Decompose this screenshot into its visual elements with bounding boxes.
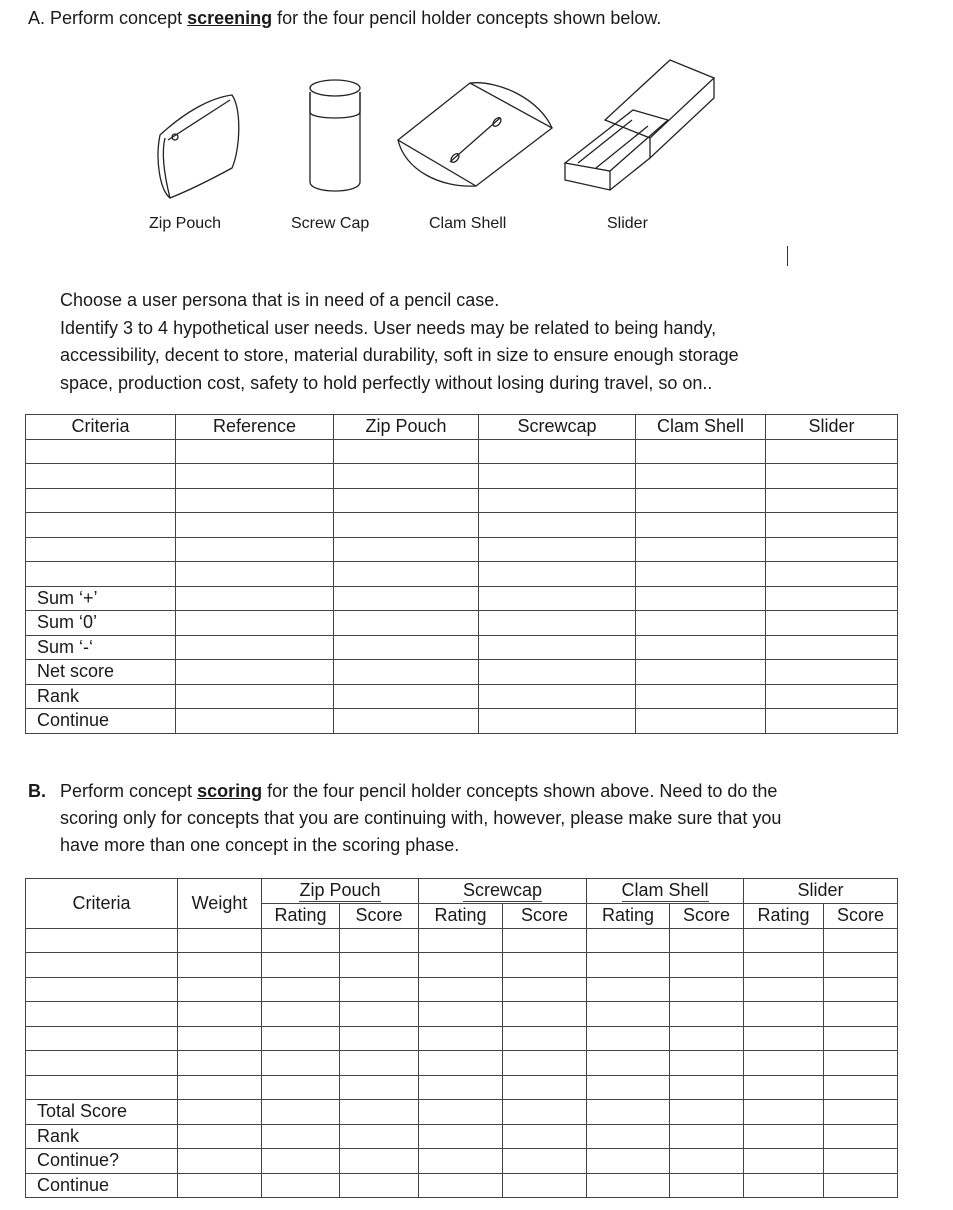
table-cell[interactable] bbox=[824, 1149, 898, 1174]
table-cell[interactable] bbox=[766, 439, 898, 464]
table-cell[interactable] bbox=[176, 464, 334, 489]
screening-continue-row bbox=[26, 709, 898, 734]
zip-pouch-sketch bbox=[158, 95, 239, 198]
section-a-emphasis: screening bbox=[187, 8, 273, 28]
scoring-blank-row bbox=[26, 1002, 898, 1027]
table-cell[interactable] bbox=[766, 586, 898, 611]
table-cell[interactable] bbox=[479, 611, 636, 636]
section-b-emphasis: scoring bbox=[197, 781, 263, 801]
table-cell[interactable] bbox=[479, 562, 636, 587]
table-cell[interactable] bbox=[744, 1173, 824, 1198]
screening-header-slider: Slider bbox=[766, 415, 898, 440]
scoring-group-label: Screwcap bbox=[463, 879, 543, 900]
scoring-blank-row bbox=[26, 953, 898, 978]
scoring-subheader-score: Score bbox=[503, 903, 587, 928]
table-cell[interactable] bbox=[419, 928, 503, 953]
screening-sum-plus-row bbox=[26, 586, 898, 611]
concept-label-slider: Slider bbox=[607, 215, 648, 232]
table-cell[interactable] bbox=[766, 537, 898, 562]
table-cell[interactable] bbox=[26, 439, 176, 464]
screening-blank-row bbox=[26, 439, 898, 464]
table-cell[interactable] bbox=[670, 1173, 744, 1198]
table-cell[interactable] bbox=[670, 1100, 744, 1125]
section-b-heading bbox=[28, 778, 908, 859]
scoring-continue-question-row bbox=[26, 1149, 898, 1174]
table-cell[interactable] bbox=[26, 488, 176, 513]
screw-cap-sketch bbox=[310, 80, 360, 191]
table-cell[interactable] bbox=[176, 709, 334, 734]
table-cell[interactable] bbox=[479, 586, 636, 611]
row-label-net-score: Net score bbox=[26, 660, 176, 685]
screening-header-reference: Reference bbox=[176, 415, 334, 440]
table-cell[interactable] bbox=[176, 537, 334, 562]
table-cell[interactable] bbox=[262, 1149, 340, 1174]
table-cell[interactable] bbox=[636, 611, 766, 636]
scoring-subheader-score: Score bbox=[670, 903, 744, 928]
table-cell[interactable] bbox=[744, 1051, 824, 1076]
table-cell[interactable] bbox=[176, 488, 334, 513]
scoring-group-label: Clam Shell bbox=[621, 879, 709, 900]
table-cell[interactable] bbox=[503, 977, 587, 1002]
table-cell[interactable] bbox=[340, 1026, 419, 1051]
table-cell[interactable] bbox=[334, 537, 479, 562]
table-cell[interactable] bbox=[26, 1075, 178, 1100]
table-cell[interactable] bbox=[419, 1100, 503, 1125]
table-cell[interactable] bbox=[824, 1173, 898, 1198]
table-cell[interactable] bbox=[262, 928, 340, 953]
table-cell[interactable] bbox=[636, 464, 766, 489]
table-cell[interactable] bbox=[766, 635, 898, 660]
table-cell[interactable] bbox=[178, 1124, 262, 1149]
table-cell[interactable] bbox=[334, 464, 479, 489]
instruction-line: space, production cost, safety to hold perfectly without losing during travel, so on.. bbox=[60, 372, 713, 393]
screening-header-screwcap: Screwcap bbox=[479, 415, 636, 440]
table-cell[interactable] bbox=[334, 660, 479, 685]
table-cell[interactable] bbox=[178, 928, 262, 953]
section-b-label: B. bbox=[28, 781, 46, 801]
table-cell[interactable] bbox=[503, 1173, 587, 1198]
table-cell[interactable] bbox=[744, 1124, 824, 1149]
table-cell[interactable] bbox=[262, 977, 340, 1002]
table-cell[interactable] bbox=[766, 513, 898, 538]
scoring-subheader-rating: Rating bbox=[587, 903, 670, 928]
table-cell[interactable] bbox=[766, 488, 898, 513]
table-cell[interactable] bbox=[178, 977, 262, 1002]
table-cell[interactable] bbox=[26, 1051, 178, 1076]
instruction-line: Choose a user persona that is in need of a pencil case. bbox=[60, 290, 500, 310]
table-cell[interactable] bbox=[262, 1173, 340, 1198]
table-cell[interactable] bbox=[587, 1100, 670, 1125]
section-b-line1-suffix: for the four pencil holder concepts shown above. Need to do the bbox=[262, 781, 778, 801]
screening-header-row bbox=[26, 415, 898, 440]
table-cell[interactable] bbox=[419, 1075, 503, 1100]
table-cell[interactable] bbox=[636, 586, 766, 611]
table-cell[interactable] bbox=[26, 562, 176, 587]
table-cell[interactable] bbox=[178, 1149, 262, 1174]
scoring-subheader-rating: Rating bbox=[419, 903, 503, 928]
scoring-blank-row bbox=[26, 1051, 898, 1076]
scoring-blank-row bbox=[26, 928, 898, 953]
scoring-subheader-score: Score bbox=[340, 903, 419, 928]
table-cell[interactable] bbox=[670, 1149, 744, 1174]
table-cell[interactable] bbox=[636, 439, 766, 464]
scoring-rank-row bbox=[26, 1124, 898, 1149]
table-cell[interactable] bbox=[503, 928, 587, 953]
table-cell[interactable] bbox=[766, 684, 898, 709]
scoring-header-row bbox=[26, 879, 898, 904]
row-label-total-score: Total Score bbox=[26, 1100, 178, 1125]
table-cell[interactable] bbox=[334, 709, 479, 734]
scoring-group-slider bbox=[744, 879, 898, 904]
table-cell[interactable] bbox=[176, 586, 334, 611]
screening-blank-row bbox=[26, 464, 898, 489]
section-a-prefix: Perform concept bbox=[50, 8, 188, 28]
table-cell[interactable] bbox=[262, 1075, 340, 1100]
scoring-header-weight: Weight bbox=[178, 879, 262, 929]
table-cell[interactable] bbox=[587, 953, 670, 978]
row-label-continue-question: Continue? bbox=[26, 1149, 178, 1174]
screening-blank-row bbox=[26, 562, 898, 587]
scoring-subheader-rating: Rating bbox=[262, 903, 340, 928]
scoring-blank-row bbox=[26, 1075, 898, 1100]
table-cell[interactable] bbox=[587, 1002, 670, 1027]
table-cell[interactable] bbox=[26, 513, 176, 538]
table-cell[interactable] bbox=[479, 537, 636, 562]
table-cell[interactable] bbox=[419, 1173, 503, 1198]
table-cell[interactable] bbox=[178, 1026, 262, 1051]
table-cell[interactable] bbox=[262, 1051, 340, 1076]
table-cell[interactable] bbox=[766, 562, 898, 587]
concept-label-screw-cap: Screw Cap bbox=[291, 215, 370, 232]
table-cell[interactable] bbox=[334, 513, 479, 538]
table-cell[interactable] bbox=[334, 611, 479, 636]
scoring-total-score-row bbox=[26, 1100, 898, 1125]
table-cell[interactable] bbox=[503, 1051, 587, 1076]
instructions bbox=[60, 287, 880, 397]
screening-rank-row bbox=[26, 684, 898, 709]
clam-shell-sketch bbox=[398, 83, 552, 186]
scoring-table bbox=[25, 878, 898, 1198]
table-cell[interactable] bbox=[636, 709, 766, 734]
table-cell[interactable] bbox=[824, 1124, 898, 1149]
scoring-group-clam-shell bbox=[587, 879, 744, 904]
table-cell[interactable] bbox=[178, 1173, 262, 1198]
table-cell[interactable] bbox=[26, 928, 178, 953]
scoring-group-zip-pouch bbox=[262, 879, 419, 904]
table-cell[interactable] bbox=[587, 1026, 670, 1051]
table-cell[interactable] bbox=[178, 1100, 262, 1125]
scoring-blank-row bbox=[26, 977, 898, 1002]
table-cell[interactable] bbox=[26, 977, 178, 1002]
table-cell[interactable] bbox=[176, 439, 334, 464]
table-cell[interactable] bbox=[479, 709, 636, 734]
table-cell[interactable] bbox=[178, 1051, 262, 1076]
table-cell[interactable] bbox=[178, 1002, 262, 1027]
table-cell[interactable] bbox=[587, 1149, 670, 1174]
row-label-sum-zero: Sum ‘0’ bbox=[26, 611, 176, 636]
table-cell[interactable] bbox=[26, 1002, 178, 1027]
table-cell[interactable] bbox=[766, 611, 898, 636]
table-cell[interactable] bbox=[334, 439, 479, 464]
table-cell[interactable] bbox=[587, 1051, 670, 1076]
table-cell[interactable] bbox=[340, 1075, 419, 1100]
table-cell[interactable] bbox=[176, 635, 334, 660]
table-cell[interactable] bbox=[340, 1051, 419, 1076]
table-cell[interactable] bbox=[766, 660, 898, 685]
row-label-sum-plus: Sum ‘+’ bbox=[26, 586, 176, 611]
screening-header-zip-pouch: Zip Pouch bbox=[334, 415, 479, 440]
concept-label-clam-shell: Clam Shell bbox=[429, 215, 507, 232]
scoring-header-criteria: Criteria bbox=[26, 879, 178, 929]
table-cell[interactable] bbox=[824, 1075, 898, 1100]
table-cell[interactable] bbox=[670, 1002, 744, 1027]
instruction-line: Identify 3 to 4 hypothetical user needs. User needs may be related to being handy, bbox=[60, 317, 717, 338]
table-cell[interactable] bbox=[824, 1051, 898, 1076]
table-cell[interactable] bbox=[587, 1075, 670, 1100]
table-cell[interactable] bbox=[503, 953, 587, 978]
section-b-prefix: Perform concept bbox=[60, 781, 198, 801]
scoring-group-label: Slider bbox=[797, 880, 844, 901]
section-b-line-3: have more than one concept in the scoring phase. bbox=[60, 835, 460, 855]
table-cell[interactable] bbox=[587, 977, 670, 1002]
table-cell[interactable] bbox=[262, 1026, 340, 1051]
screening-sum-zero-row bbox=[26, 611, 898, 636]
table-cell[interactable] bbox=[176, 611, 334, 636]
scoring-continue-row bbox=[26, 1173, 898, 1198]
scoring-group-screwcap bbox=[419, 879, 587, 904]
screening-blank-row bbox=[26, 488, 898, 513]
scoring-group-label: Zip Pouch bbox=[299, 879, 381, 900]
table-cell[interactable] bbox=[744, 1100, 824, 1125]
table-cell[interactable] bbox=[340, 1002, 419, 1027]
table-cell[interactable] bbox=[744, 928, 824, 953]
row-label-continue: Continue bbox=[26, 709, 176, 734]
table-cell[interactable] bbox=[503, 1075, 587, 1100]
scoring-subheader-rating: Rating bbox=[744, 903, 824, 928]
table-cell[interactable] bbox=[636, 635, 766, 660]
table-cell[interactable] bbox=[744, 1002, 824, 1027]
table-cell[interactable] bbox=[670, 1075, 744, 1100]
table-cell[interactable] bbox=[26, 537, 176, 562]
row-label-rank: Rank bbox=[26, 684, 176, 709]
text-cursor bbox=[787, 246, 788, 266]
section-a-label: A. bbox=[28, 8, 46, 28]
table-cell[interactable] bbox=[503, 1100, 587, 1125]
table-cell[interactable] bbox=[479, 660, 636, 685]
table-cell[interactable] bbox=[744, 977, 824, 1002]
table-cell[interactable] bbox=[766, 464, 898, 489]
table-cell[interactable] bbox=[419, 977, 503, 1002]
table-cell[interactable] bbox=[340, 953, 419, 978]
table-cell[interactable] bbox=[176, 513, 334, 538]
table-cell[interactable] bbox=[340, 928, 419, 953]
screening-header-criteria: Criteria bbox=[26, 415, 176, 440]
table-cell[interactable] bbox=[334, 586, 479, 611]
table-cell[interactable] bbox=[419, 1026, 503, 1051]
table-cell[interactable] bbox=[824, 977, 898, 1002]
screening-blank-row bbox=[26, 513, 898, 538]
table-cell[interactable] bbox=[503, 1149, 587, 1174]
row-label-continue: Continue bbox=[26, 1173, 178, 1198]
section-b-line-2: scoring only for concepts that you are continuing with, however, please make sure that you bbox=[60, 808, 782, 828]
table-cell[interactable] bbox=[334, 635, 479, 660]
table-cell[interactable] bbox=[670, 977, 744, 1002]
table-cell[interactable] bbox=[340, 1100, 419, 1125]
table-cell[interactable] bbox=[824, 928, 898, 953]
table-cell[interactable] bbox=[744, 953, 824, 978]
scoring-subheader-score: Score bbox=[824, 903, 898, 928]
table-cell[interactable] bbox=[262, 1100, 340, 1125]
screening-net-score-row bbox=[26, 660, 898, 685]
row-label-sum-minus: Sum ‘-‘ bbox=[26, 635, 176, 660]
table-cell[interactable] bbox=[340, 1149, 419, 1174]
table-cell[interactable] bbox=[587, 1124, 670, 1149]
table-cell[interactable] bbox=[26, 464, 176, 489]
concept-label-zip-pouch: Zip Pouch bbox=[149, 215, 222, 232]
table-cell[interactable] bbox=[419, 1002, 503, 1027]
table-cell[interactable] bbox=[262, 953, 340, 978]
table-cell[interactable] bbox=[419, 1124, 503, 1149]
table-cell[interactable] bbox=[670, 1124, 744, 1149]
table-cell[interactable] bbox=[479, 464, 636, 489]
table-cell[interactable] bbox=[479, 635, 636, 660]
table-cell[interactable] bbox=[824, 1026, 898, 1051]
table-cell[interactable] bbox=[636, 537, 766, 562]
screening-header-clam-shell: Clam Shell bbox=[636, 415, 766, 440]
table-cell[interactable] bbox=[340, 1173, 419, 1198]
table-cell[interactable] bbox=[744, 1026, 824, 1051]
row-label-rank: Rank bbox=[26, 1124, 178, 1149]
table-cell[interactable] bbox=[479, 513, 636, 538]
scoring-blank-row bbox=[26, 1026, 898, 1051]
table-cell[interactable] bbox=[479, 488, 636, 513]
table-cell[interactable] bbox=[636, 513, 766, 538]
table-cell[interactable] bbox=[744, 1075, 824, 1100]
table-cell[interactable] bbox=[176, 684, 334, 709]
table-cell[interactable] bbox=[262, 1002, 340, 1027]
table-cell[interactable] bbox=[636, 562, 766, 587]
table-cell[interactable] bbox=[824, 1002, 898, 1027]
section-b-line-1 bbox=[28, 778, 908, 805]
table-cell[interactable] bbox=[587, 1173, 670, 1198]
table-cell[interactable] bbox=[636, 684, 766, 709]
table-cell[interactable] bbox=[262, 1124, 340, 1149]
table-cell[interactable] bbox=[419, 953, 503, 978]
table-cell[interactable] bbox=[178, 1075, 262, 1100]
table-cell[interactable] bbox=[26, 953, 178, 978]
table-cell[interactable] bbox=[334, 684, 479, 709]
table-cell[interactable] bbox=[824, 1100, 898, 1125]
table-cell[interactable] bbox=[178, 953, 262, 978]
table-cell[interactable] bbox=[176, 562, 334, 587]
table-cell[interactable] bbox=[670, 953, 744, 978]
instruction-line: accessibility, decent to store, material durability, soft in size to ensure enough storage bbox=[60, 345, 739, 365]
table-cell[interactable] bbox=[334, 488, 479, 513]
table-cell[interactable] bbox=[766, 709, 898, 734]
table-cell[interactable] bbox=[176, 660, 334, 685]
table-cell[interactable] bbox=[419, 1051, 503, 1076]
table-cell[interactable] bbox=[636, 488, 766, 513]
table-cell[interactable] bbox=[26, 1026, 178, 1051]
slider-sketch bbox=[565, 60, 714, 190]
table-cell[interactable] bbox=[334, 562, 479, 587]
table-cell[interactable] bbox=[824, 953, 898, 978]
screening-sum-minus-row bbox=[26, 635, 898, 660]
table-cell[interactable] bbox=[636, 660, 766, 685]
table-cell[interactable] bbox=[670, 1026, 744, 1051]
table-cell[interactable] bbox=[744, 1149, 824, 1174]
table-cell[interactable] bbox=[503, 1026, 587, 1051]
table-cell[interactable] bbox=[670, 1051, 744, 1076]
table-cell[interactable] bbox=[479, 684, 636, 709]
screening-table bbox=[25, 414, 898, 734]
table-cell[interactable] bbox=[419, 1149, 503, 1174]
screening-blank-row bbox=[26, 537, 898, 562]
table-cell[interactable] bbox=[479, 439, 636, 464]
section-a-suffix: for the four pencil holder concepts shown below. bbox=[272, 8, 662, 28]
table-cell[interactable] bbox=[670, 928, 744, 953]
table-cell[interactable] bbox=[587, 928, 670, 953]
table-cell[interactable] bbox=[503, 1002, 587, 1027]
table-cell[interactable] bbox=[340, 1124, 419, 1149]
table-cell[interactable] bbox=[503, 1124, 587, 1149]
table-cell[interactable] bbox=[340, 977, 419, 1002]
